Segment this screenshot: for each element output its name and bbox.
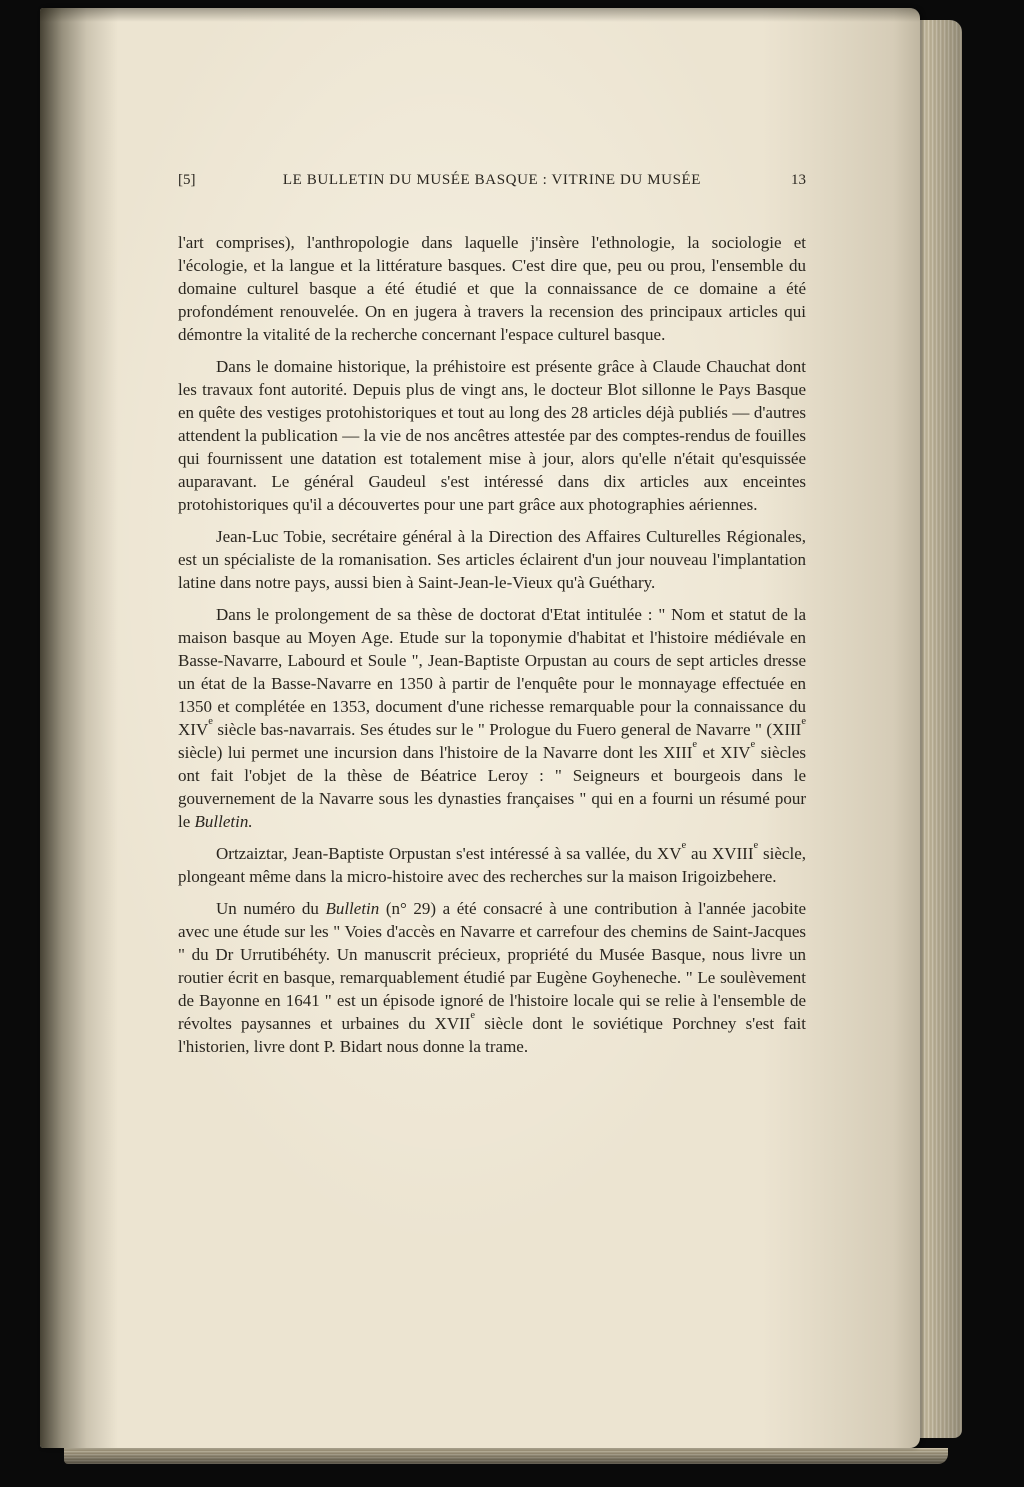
paragraph: Dans le domaine historique, la préhistoire est présente grâce à Claude Chauchat dont les travaux font autorité. Depuis plus de vingt ans, le docteur Blot sillonne le Pays Basque en quête des vestiges protohistoriques et tout au long des 28 articles déjà publiés — d'autres attendent la publication — la vie de nos ancêtres attestée par des comptes-rendus de fouilles qui fournissent une datation est totalement mise à jour, alors qu'elle n'était qu'esquissée auparavant. Le général Gaudeul s'est intéressé dans dix articles aux enceintes protohistoriques qu'il a découvertes pour une part grâce aux photographies aériennes. — [178, 357, 806, 514]
top-edge-shadow — [40, 8, 920, 22]
paragraph: Dans le prolongement de sa thèse de doctorat d'Etat intitulée : " Nom et statut de la maison basque au Moyen Age. Etude sur la toponymie d'habitat et l'histoire médiévale en Basse-Navarre, Labourd et Soule ", Jean-Baptiste Orpustan au cours de sept articles dresse un état de la Basse-Navarre en 1350 à partir de l'enquête pour le monnayage effectuée en 1350 et complétée en 1353, document d'une richesse remarquable pour la connaissance du XIVe siècle bas-navarrais. Ses études sur le " Prologue du Fuero general de Navarre " (XIIIe siècle) lui permet une incursion dans l'histoire de la Navarre dont les XIIIe et XIVe siècles ont fait l'objet de la thèse de Béatrice Leroy : " Seigneurs et bourgeois dans le gouvernement de la Navarre sous les dynasties françaises " qui en a fourni un résumé pour le Bulletin. — [178, 605, 806, 831]
page-stack-edge-bottom — [64, 1448, 948, 1464]
page-content — [178, 172, 806, 1058]
page-header — [178, 172, 806, 189]
paragraph: Jean-Luc Tobie, secrétaire général à la Direction des Affaires Culturelles Régionales, est un spécialiste de la romanisation. Ses articles éclairent d'un jour nouveau l'implantation latine dans notre pays, aussi bien à Saint-Jean-le-Vieux qu'à Guéthary. — [178, 527, 806, 592]
page-number: 13 — [791, 172, 806, 188]
book-page — [40, 8, 920, 1448]
paragraph: l'art comprises), l'anthropologie dans laquelle j'insère l'ethnologie, la sociologie et l'écologie, et la langue et la littérature basques. C'est dire que, peu ou prou, l'ensemble du domaine culturel basque a été étudié et que la connaissance de ce domaine a été profondément renouvelée. On en jugera à travers la recension des principaux articles qui démontre la vitalité de la recherche concernant l'espace culturel basque. — [178, 233, 806, 344]
folio-bracket: [5] — [178, 172, 196, 188]
spine-shadow — [40, 8, 118, 1448]
running-title: LE BULLETIN DU MUSÉE BASQUE : VITRINE DU MUSÉE — [282, 172, 702, 188]
page-body — [178, 231, 806, 1058]
page-stack-edge-right — [916, 20, 962, 1438]
paragraph: Un numéro du Bulletin (n° 29) a été consacré à une contribution à l'année jacobite avec une étude sur les " Voies d'accès en Navarre et carrefour des chemins de Saint-Jacques " du Dr Urrutibéhéty. Un manuscrit précieux, propriété du Musée Basque, nous livre un routier écrit en basque, remarquablement étudié par Eugène Goyheneche. " Le soulèvement de Bayonne en 1641 " est un épisode ignoré de l'histoire locale qui se relie à l'ensemble de révoltes paysannes et urbaines du XVIIe siècle dont le soviétique Porchney s'est fait l'historien, livre dont P. Bidart nous donne la trame. — [178, 899, 806, 1056]
paragraph: Ortzaiztar, Jean-Baptiste Orpustan s'est intéressé à sa vallée, du XVe au XVIIIe siècle, plongeant même dans la micro-histoire avec des recherches sur la maison Irigoizbehere. — [178, 839, 806, 886]
